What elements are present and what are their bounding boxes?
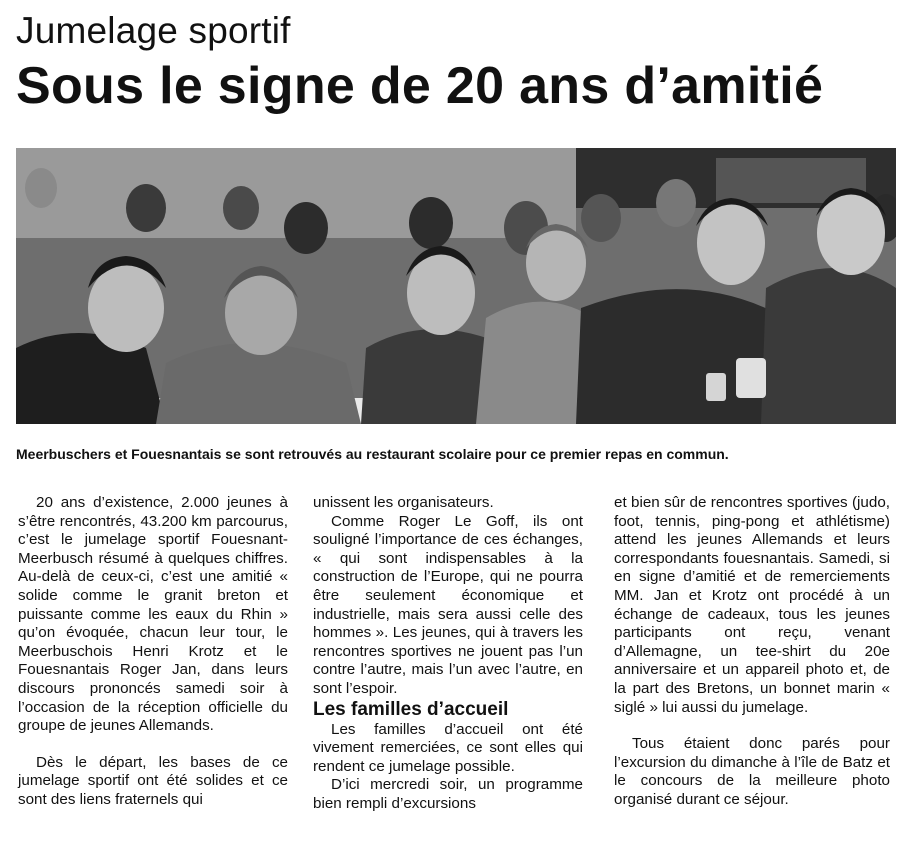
photo-caption: Meerbuschers et Fouesnantais se sont retrouvés au restaurant scolaire pour ce premier repas en commun.	[16, 446, 729, 462]
paragraph: Les familles d’accueil ont été vivement remerciées, ce sont elles qui rendent ce jumelage possible.	[313, 720, 583, 775]
column-3	[614, 494, 890, 810]
paragraph: Tous étaient donc parés pour l’excursion du dimanche à l’île de Batz et le concours de la meilleure photo organisé durant ce séjour.	[614, 735, 890, 808]
paragraph: 20 ans d’existence, 2.000 jeunes à s’être rencontrés, 43.200 km parcourus, c’est le jumelage sportif Fouesnant-Meerbusch résumé à quelques chiffres. Au-delà de ceux-ci, c’est une amitié « solide comme le granit breton et puissante comme les eaux du Rhin » qu’on évoquée, chacun leur tour, le Meerbuschois Henri Krotz et le Fouesnantais Roger Jan, dans leurs discours prononcés samedi soir à l’occasion de la réception officielle du groupe de jeunes Allemands.	[18, 494, 288, 735]
article-photo	[16, 148, 896, 424]
column-1	[18, 494, 288, 810]
section-subhead: Les familles d’accueil	[313, 698, 509, 720]
paragraph: unissent les organisateurs.	[313, 494, 494, 511]
paragraph: et bien sûr de rencontres sportives (judo, foot, tennis, ping-pong et athlétisme) attend les jeunes Allemands et leurs correspondants fouesnantais. Samedi, si en signe d’amitié et de remerciements MM. Jan et Krotz ont procédé à un échange de cadeaux, tous les jeunes participants ont reçu, venant d’Allemagne, un tee-shirt du 20e anniversaire et un appareil photo et, de la part des Bretons, un bonnet marin « siglé » lui aussi du jumelage.	[614, 494, 890, 716]
paragraph: Comme Roger Le Goff, ils ont souligné l’importance de ces échanges, « qui sont indispensables à la construction de l’Europe, qui ne pourra être seulement économique et industrielle, mais sera aussi celle des hommes ». Les jeunes, qui à travers les rencontres sportives ne jouent pas l’un contre l’autre, mais l’un avec l’autre, en sont l’espoir.	[313, 512, 583, 697]
article-kicker: Jumelage sportif	[16, 10, 291, 51]
paragraph: D’ici mercredi soir, un programme bien rempli d’excursions	[313, 776, 583, 812]
column-2	[313, 494, 583, 814]
article-headline: Sous le signe de 20 ans d’amitié	[16, 57, 824, 115]
paragraph: Dès le départ, les bases de ce jumelage sportif ont été solides et ce sont des liens fraternels qui	[18, 753, 288, 808]
